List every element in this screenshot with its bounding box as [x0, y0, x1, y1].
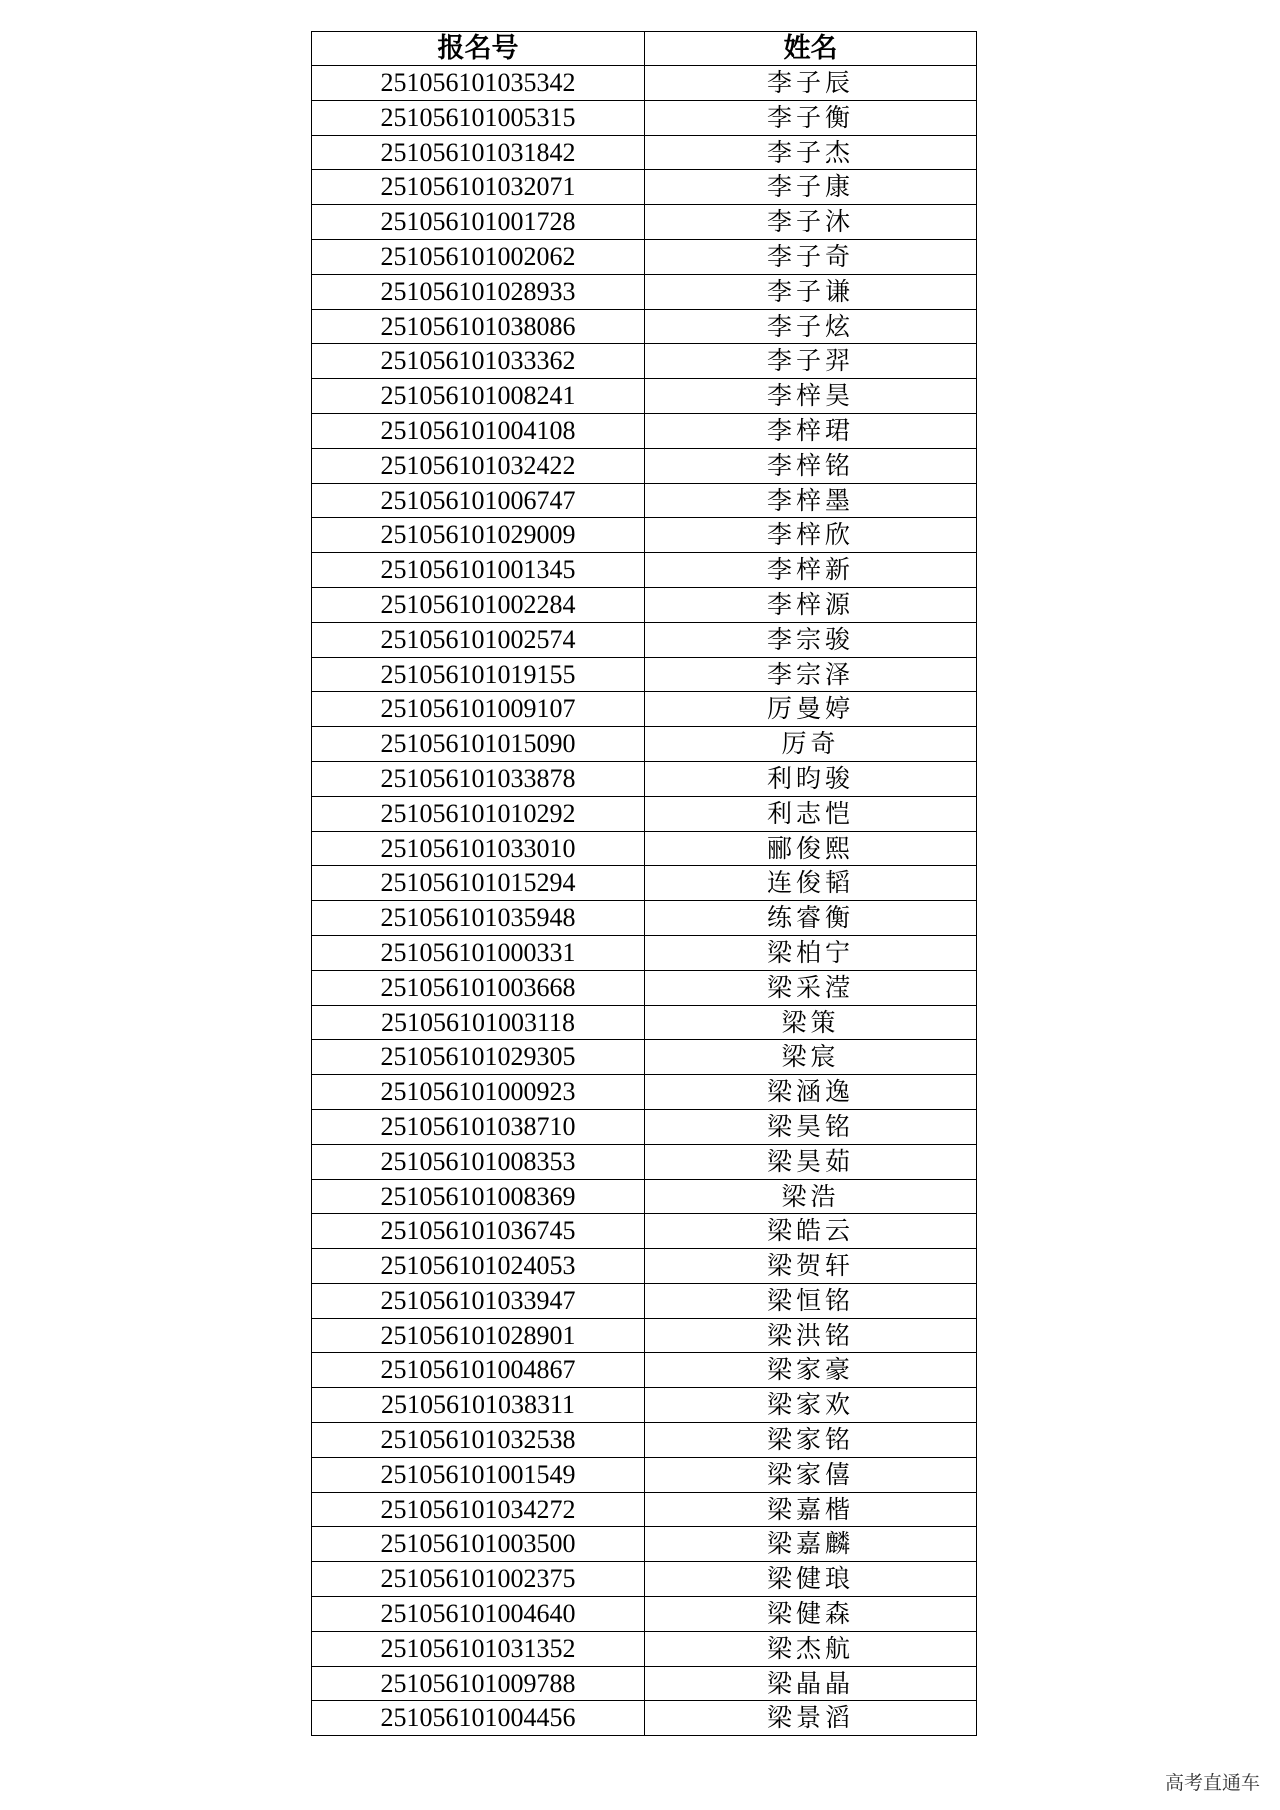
table-row — [312, 448, 977, 483]
table-row — [312, 205, 977, 240]
name-cell: 利志恺 — [645, 796, 977, 831]
registration-number-cell: 251056101036745 — [312, 1214, 645, 1249]
table-row — [312, 1318, 977, 1353]
registration-number-cell: 251056101008369 — [312, 1179, 645, 1214]
registration-number-cell: 251056101029305 — [312, 1040, 645, 1075]
registration-number-cell: 251056101001345 — [312, 553, 645, 588]
table-row — [312, 239, 977, 274]
table-row — [312, 1249, 977, 1284]
table-row — [312, 100, 977, 135]
registration-number-cell: 251056101003500 — [312, 1527, 645, 1562]
registration-number-cell: 251056101002284 — [312, 587, 645, 622]
name-cell: 梁柏宁 — [645, 935, 977, 970]
table-row — [312, 1666, 977, 1701]
name-cell: 李子炫 — [645, 309, 977, 344]
name-cell: 梁嘉麟 — [645, 1527, 977, 1562]
table-row — [312, 1492, 977, 1527]
registration-number-cell: 251056101001549 — [312, 1457, 645, 1492]
name-cell: 李梓珺 — [645, 413, 977, 448]
table-row — [312, 935, 977, 970]
registration-number-cell: 251056101003668 — [312, 970, 645, 1005]
registration-number-cell: 251056101005315 — [312, 100, 645, 135]
header-row — [312, 32, 977, 66]
name-cell: 李子衡 — [645, 100, 977, 135]
name-cell: 李梓新 — [645, 553, 977, 588]
table-row — [312, 170, 977, 205]
table-row — [312, 344, 977, 379]
name-cell: 李梓欣 — [645, 518, 977, 553]
registration-number-cell: 251056101029009 — [312, 518, 645, 553]
registration-number-cell: 251056101009788 — [312, 1666, 645, 1701]
name-cell: 郦俊熙 — [645, 831, 977, 866]
registration-number-cell: 251056101002062 — [312, 239, 645, 274]
registration-number-cell: 251056101032538 — [312, 1423, 645, 1458]
registration-number-cell: 251056101008241 — [312, 379, 645, 414]
registration-number-cell: 251056101038311 — [312, 1388, 645, 1423]
table-row — [312, 413, 977, 448]
table-row — [312, 1457, 977, 1492]
name-cell: 梁景滔 — [645, 1701, 977, 1736]
table-row — [312, 1214, 977, 1249]
column-header-registration-number: 报名号 — [312, 32, 645, 66]
table-row — [312, 1562, 977, 1597]
registration-number-cell: 251056101015090 — [312, 727, 645, 762]
table-row — [312, 66, 977, 101]
registration-number-cell: 251056101028933 — [312, 274, 645, 309]
name-cell: 梁宸 — [645, 1040, 977, 1075]
registration-number-cell: 251056101034272 — [312, 1492, 645, 1527]
name-cell: 连俊韬 — [645, 866, 977, 901]
registration-number-cell: 251056101032422 — [312, 448, 645, 483]
name-cell: 练睿衡 — [645, 901, 977, 936]
table-row — [312, 135, 977, 170]
name-cell: 梁采滢 — [645, 970, 977, 1005]
registration-number-cell: 251056101000331 — [312, 935, 645, 970]
table-row — [312, 1283, 977, 1318]
registration-number-cell: 251056101001728 — [312, 205, 645, 240]
name-cell: 李宗泽 — [645, 657, 977, 692]
watermark: 高考直通车 — [1164, 1772, 1260, 1794]
table-row — [312, 1701, 977, 1736]
name-cell: 梁皓云 — [645, 1214, 977, 1249]
table-row — [312, 970, 977, 1005]
name-cell: 厉奇 — [645, 727, 977, 762]
table-row — [312, 1631, 977, 1666]
registration-number-cell: 251056101000923 — [312, 1075, 645, 1110]
name-cell: 梁晶晶 — [645, 1666, 977, 1701]
table-row — [312, 274, 977, 309]
name-cell: 梁昊茹 — [645, 1144, 977, 1179]
table-row — [312, 587, 977, 622]
registration-number-cell: 251056101032071 — [312, 170, 645, 205]
registration-number-cell: 251056101006747 — [312, 483, 645, 518]
table-body — [312, 66, 977, 1736]
name-cell: 梁家僖 — [645, 1457, 977, 1492]
name-cell: 李宗骏 — [645, 622, 977, 657]
name-cell: 厉曼婷 — [645, 692, 977, 727]
registration-number-cell: 251056101035948 — [312, 901, 645, 936]
registration-number-cell: 251056101003118 — [312, 1005, 645, 1040]
table-row — [312, 901, 977, 936]
table-row — [312, 622, 977, 657]
table-row — [312, 1353, 977, 1388]
name-cell: 李梓墨 — [645, 483, 977, 518]
registration-number-cell: 251056101035342 — [312, 66, 645, 101]
registration-number-cell: 251056101028901 — [312, 1318, 645, 1353]
registration-number-cell: 251056101038086 — [312, 309, 645, 344]
name-cell: 利昀骏 — [645, 761, 977, 796]
name-cell: 梁家豪 — [645, 1353, 977, 1388]
registration-number-cell: 251056101019155 — [312, 657, 645, 692]
name-cell: 李子谦 — [645, 274, 977, 309]
name-cell: 梁健琅 — [645, 1562, 977, 1597]
table-header — [312, 32, 977, 66]
registration-number-cell: 251056101008353 — [312, 1144, 645, 1179]
registration-number-cell: 251056101038710 — [312, 1109, 645, 1144]
name-cell: 梁洪铭 — [645, 1318, 977, 1353]
name-cell: 梁昊铭 — [645, 1109, 977, 1144]
name-cell: 梁健森 — [645, 1597, 977, 1632]
table-row — [312, 553, 977, 588]
registration-number-cell: 251056101015294 — [312, 866, 645, 901]
table-row — [312, 831, 977, 866]
table-row — [312, 379, 977, 414]
table-row — [312, 796, 977, 831]
name-cell: 李梓昊 — [645, 379, 977, 414]
table-row — [312, 1075, 977, 1110]
registration-number-cell: 251056101033010 — [312, 831, 645, 866]
table-row — [312, 1388, 977, 1423]
registration-number-cell: 251056101002574 — [312, 622, 645, 657]
registration-number-cell: 251056101033878 — [312, 761, 645, 796]
name-cell: 李子杰 — [645, 135, 977, 170]
registration-number-cell: 251056101004640 — [312, 1597, 645, 1632]
name-cell: 李子康 — [645, 170, 977, 205]
name-cell: 李子奇 — [645, 239, 977, 274]
registration-number-cell: 251056101004456 — [312, 1701, 645, 1736]
name-cell: 梁杰航 — [645, 1631, 977, 1666]
table-row — [312, 1179, 977, 1214]
name-cell: 梁贺轩 — [645, 1249, 977, 1284]
table-row — [312, 1527, 977, 1562]
registration-number-cell: 251056101033362 — [312, 344, 645, 379]
name-cell: 梁家铭 — [645, 1423, 977, 1458]
table-row — [312, 1423, 977, 1458]
name-cell: 梁浩 — [645, 1179, 977, 1214]
table-row — [312, 657, 977, 692]
table-row — [312, 1040, 977, 1075]
table-row — [312, 692, 977, 727]
table-row — [312, 518, 977, 553]
name-cell: 李子羿 — [645, 344, 977, 379]
name-cell: 梁家欢 — [645, 1388, 977, 1423]
table-row — [312, 1597, 977, 1632]
table-row — [312, 309, 977, 344]
registration-number-cell: 251056101009107 — [312, 692, 645, 727]
name-cell: 梁涵逸 — [645, 1075, 977, 1110]
table-row — [312, 483, 977, 518]
registration-number-cell: 251056101002375 — [312, 1562, 645, 1597]
name-cell: 李子沐 — [645, 205, 977, 240]
roster-table — [311, 31, 977, 1736]
registration-number-cell: 251056101031352 — [312, 1631, 645, 1666]
table-row — [312, 866, 977, 901]
name-cell: 李梓铭 — [645, 448, 977, 483]
registration-number-cell: 251056101010292 — [312, 796, 645, 831]
registration-number-cell: 251056101024053 — [312, 1249, 645, 1284]
registration-number-cell: 251056101033947 — [312, 1283, 645, 1318]
registration-number-cell: 251056101031842 — [312, 135, 645, 170]
table-row — [312, 1005, 977, 1040]
registration-number-cell: 251056101004867 — [312, 1353, 645, 1388]
name-cell: 梁策 — [645, 1005, 977, 1040]
name-cell: 李梓源 — [645, 587, 977, 622]
name-cell: 李子辰 — [645, 66, 977, 101]
column-header-name: 姓名 — [645, 32, 977, 66]
name-cell: 梁嘉楷 — [645, 1492, 977, 1527]
table-row — [312, 1109, 977, 1144]
table-row — [312, 1144, 977, 1179]
table-row — [312, 761, 977, 796]
registration-number-cell: 251056101004108 — [312, 413, 645, 448]
table-row — [312, 727, 977, 762]
name-cell: 梁恒铭 — [645, 1283, 977, 1318]
